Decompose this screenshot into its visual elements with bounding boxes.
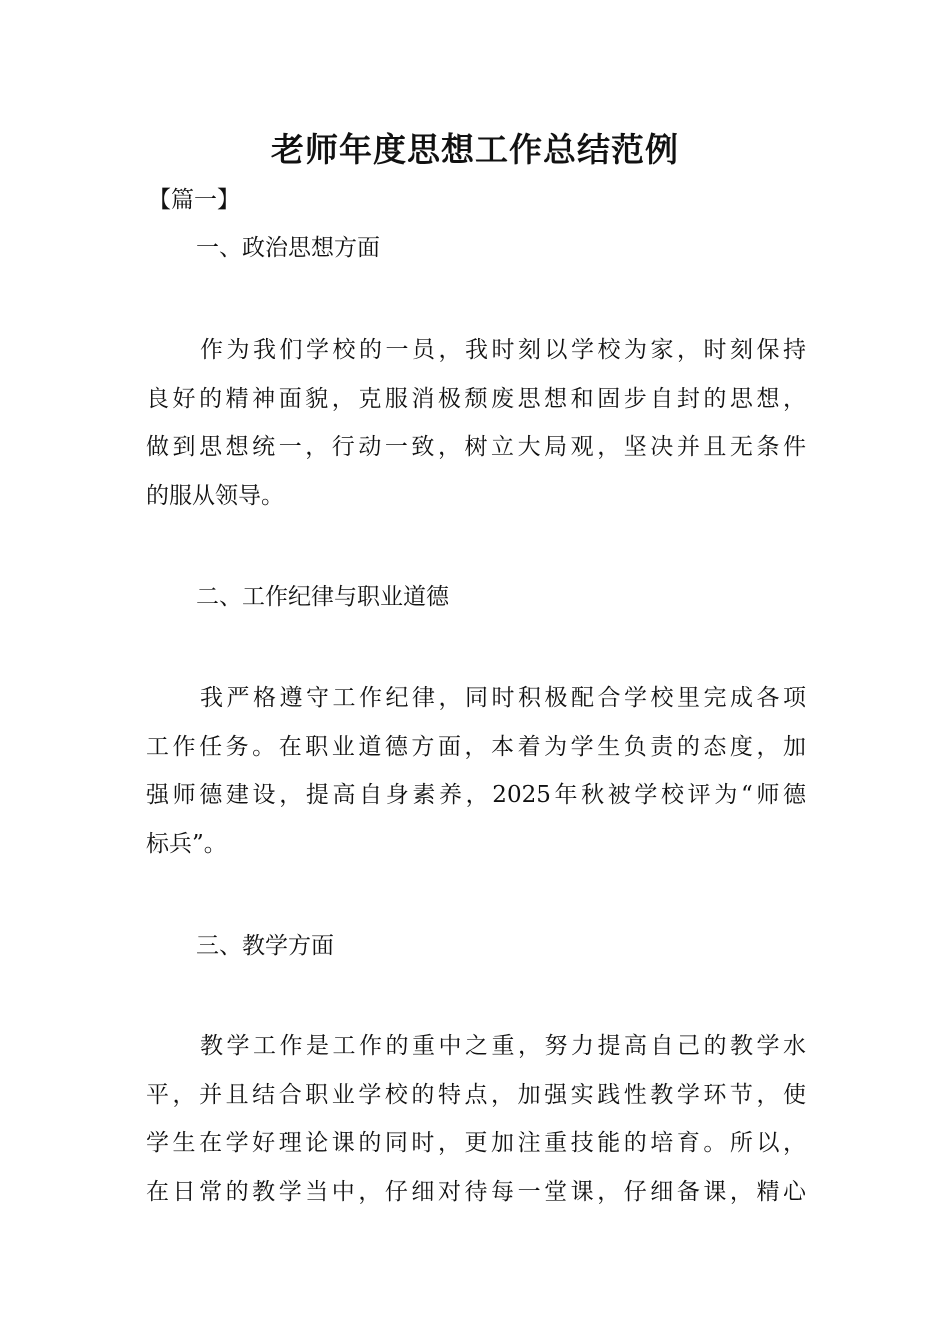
paragraph-line: 平，并且结合职业学校的特点，加强实践性教学环节，使 [146,1081,806,1108]
paragraph-line: 良好的精神面貌，克服消极颓废思想和固步自封的思想， [146,385,806,412]
paragraph-line: 的服从领导。 [146,482,284,509]
paragraph-line: 在日常的教学当中，仔细对待每一堂课，仔细备课，精心 [146,1178,806,1205]
paragraph-line: 教学工作是工作的重中之重，努力提高自己的教学水 [200,1033,806,1059]
paragraph-line: 我严格遵守工作纪律，同时积极配合学校里完成各项 [200,685,806,711]
section-heading-politics: 一、政治思想方面 [196,235,380,261]
section-heading-teaching: 三、教学方面 [196,933,334,959]
document-title: 老师年度思想工作总结范例 [271,130,679,169]
paragraph-line: 作为我们学校的一员，我时刻以学校为家，时刻保持 [200,337,806,363]
section-paragraph-politics [146,326,806,520]
paragraph-line: 标兵”。 [146,830,227,857]
paragraph-line: 做到思想统一，行动一致，树立大局观，坚决并且无条件 [146,434,806,460]
part-label: 【篇一】 [148,187,240,213]
section-paragraph-discipline [146,674,806,868]
section-heading-discipline: 二、工作纪律与职业道德 [196,584,449,610]
paragraph-line: 学生在学好理论课的同时，更加注重技能的培育。所以， [146,1130,806,1156]
paragraph-line: 工作任务。在职业道德方面，本着为学生负责的态度，加 [146,733,806,760]
section-paragraph-teaching [146,1022,806,1216]
paragraph-line: 强师德建设，提高自身素养，2025年秋被学校评为“师德 [146,782,806,808]
